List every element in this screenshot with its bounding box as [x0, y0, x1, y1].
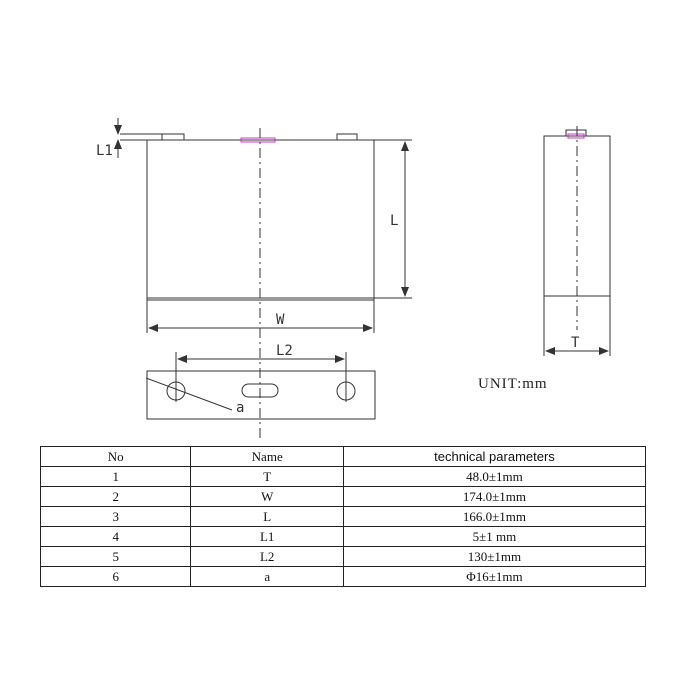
a-leader-line [146, 378, 232, 410]
cell-value: 5±1 mm [343, 527, 645, 547]
front-right-terminal [337, 134, 357, 140]
w-label: W [276, 312, 285, 328]
a-label: a [236, 400, 245, 416]
cell-name: L1 [191, 527, 344, 547]
header-technical-parameters: technical parameters [343, 447, 645, 467]
table-header-row [41, 447, 646, 467]
cell-value: 48.0±1mm [343, 467, 645, 487]
table-row [41, 507, 646, 527]
cell-no: 3 [41, 507, 191, 527]
front-left-terminal [162, 134, 184, 140]
cell-name: L [191, 507, 344, 527]
side-view [544, 126, 610, 356]
l1-label: L1 [96, 143, 113, 159]
connector-plate [147, 371, 375, 419]
cell-no: 4 [41, 527, 191, 547]
cell-no: 1 [41, 467, 191, 487]
t-label: T [571, 335, 580, 351]
cell-value: Φ16±1mm [343, 567, 645, 587]
cell-value: 174.0±1mm [343, 487, 645, 507]
l-label: L [390, 213, 399, 229]
cell-value: 130±1mm [343, 547, 645, 567]
header-no: No [41, 447, 191, 467]
cell-no: 5 [41, 547, 191, 567]
cell-name: T [191, 467, 344, 487]
table-row [41, 487, 646, 507]
table-row [41, 467, 646, 487]
table-row [41, 547, 646, 567]
cell-no: 2 [41, 487, 191, 507]
table-row [41, 527, 646, 547]
side-terminal [566, 130, 586, 136]
front-view [118, 118, 412, 440]
l2-label: L2 [276, 343, 293, 359]
cell-value: 166.0±1mm [343, 507, 645, 527]
unit-label: UNIT:mm [478, 376, 548, 392]
cell-name: L2 [191, 547, 344, 567]
cell-name: W [191, 487, 344, 507]
table-row [41, 567, 646, 587]
cell-no: 6 [41, 567, 191, 587]
header-name: Name [191, 447, 344, 467]
technical-parameters-table [40, 446, 646, 587]
cell-name: a [191, 567, 344, 587]
front-view-lower-band [147, 298, 374, 300]
